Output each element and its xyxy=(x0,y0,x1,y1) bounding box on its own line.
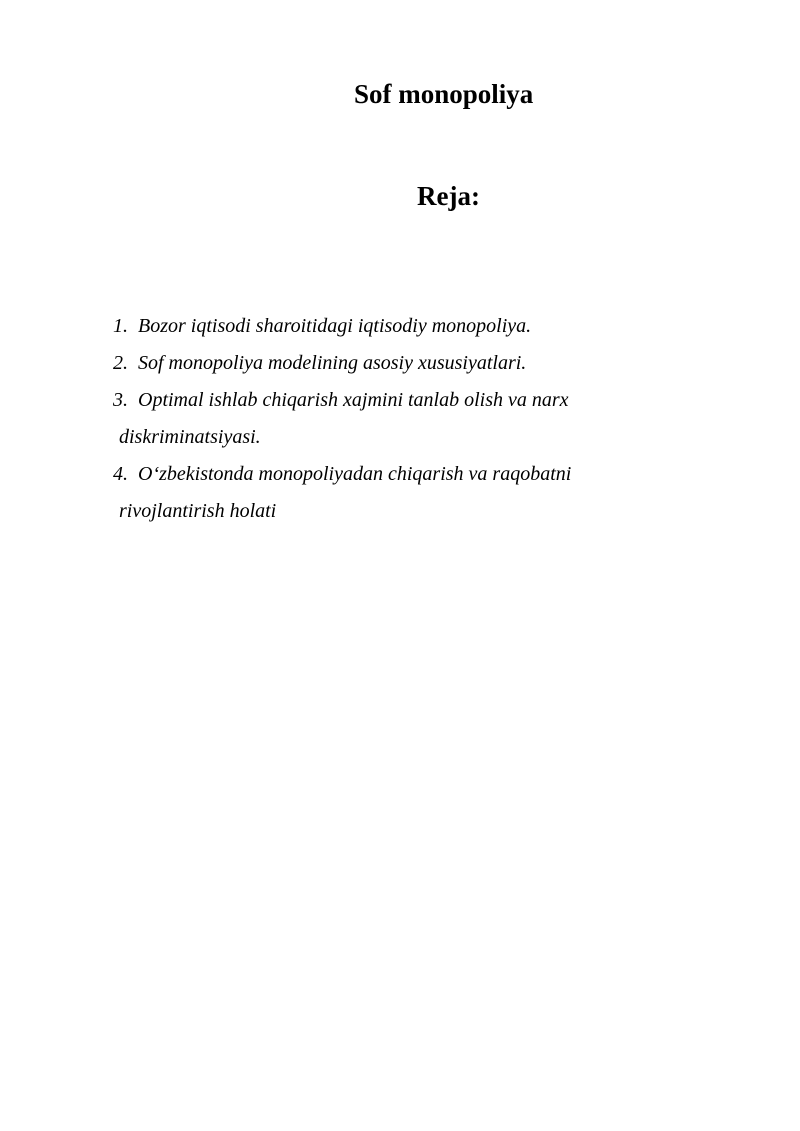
plan-list xyxy=(113,308,673,530)
plan-item-continuation: rivojlantirish holati xyxy=(119,500,277,522)
plan-item-number: 4. xyxy=(113,463,128,485)
plan-item-number: 1. xyxy=(113,315,128,337)
plan-item xyxy=(113,382,673,456)
document-title: Sof monopoliya xyxy=(354,79,534,109)
plan-item-continuation: diskriminatsiyasi. xyxy=(119,426,261,448)
plan-item-text: Bozor iqtisodi sharoitidagi iqtisodiy monopoliya. xyxy=(138,315,532,337)
plan-item-number: 2. xyxy=(113,352,128,374)
plan-item-text: Sof monopoliya modelining asosiy xususiyatlari. xyxy=(138,352,527,374)
plan-item-text: O‘zbekistonda monopoliyadan chiqarish va raqobatni xyxy=(138,463,572,485)
plan-item xyxy=(113,308,673,345)
plan-item xyxy=(113,345,673,382)
plan-item-number: 3. xyxy=(113,389,128,411)
plan-heading: Reja: xyxy=(417,181,480,211)
plan-item-text: Optimal ishlab chiqarish xajmini tanlab olish va narx xyxy=(138,389,569,411)
plan-item xyxy=(113,456,673,530)
